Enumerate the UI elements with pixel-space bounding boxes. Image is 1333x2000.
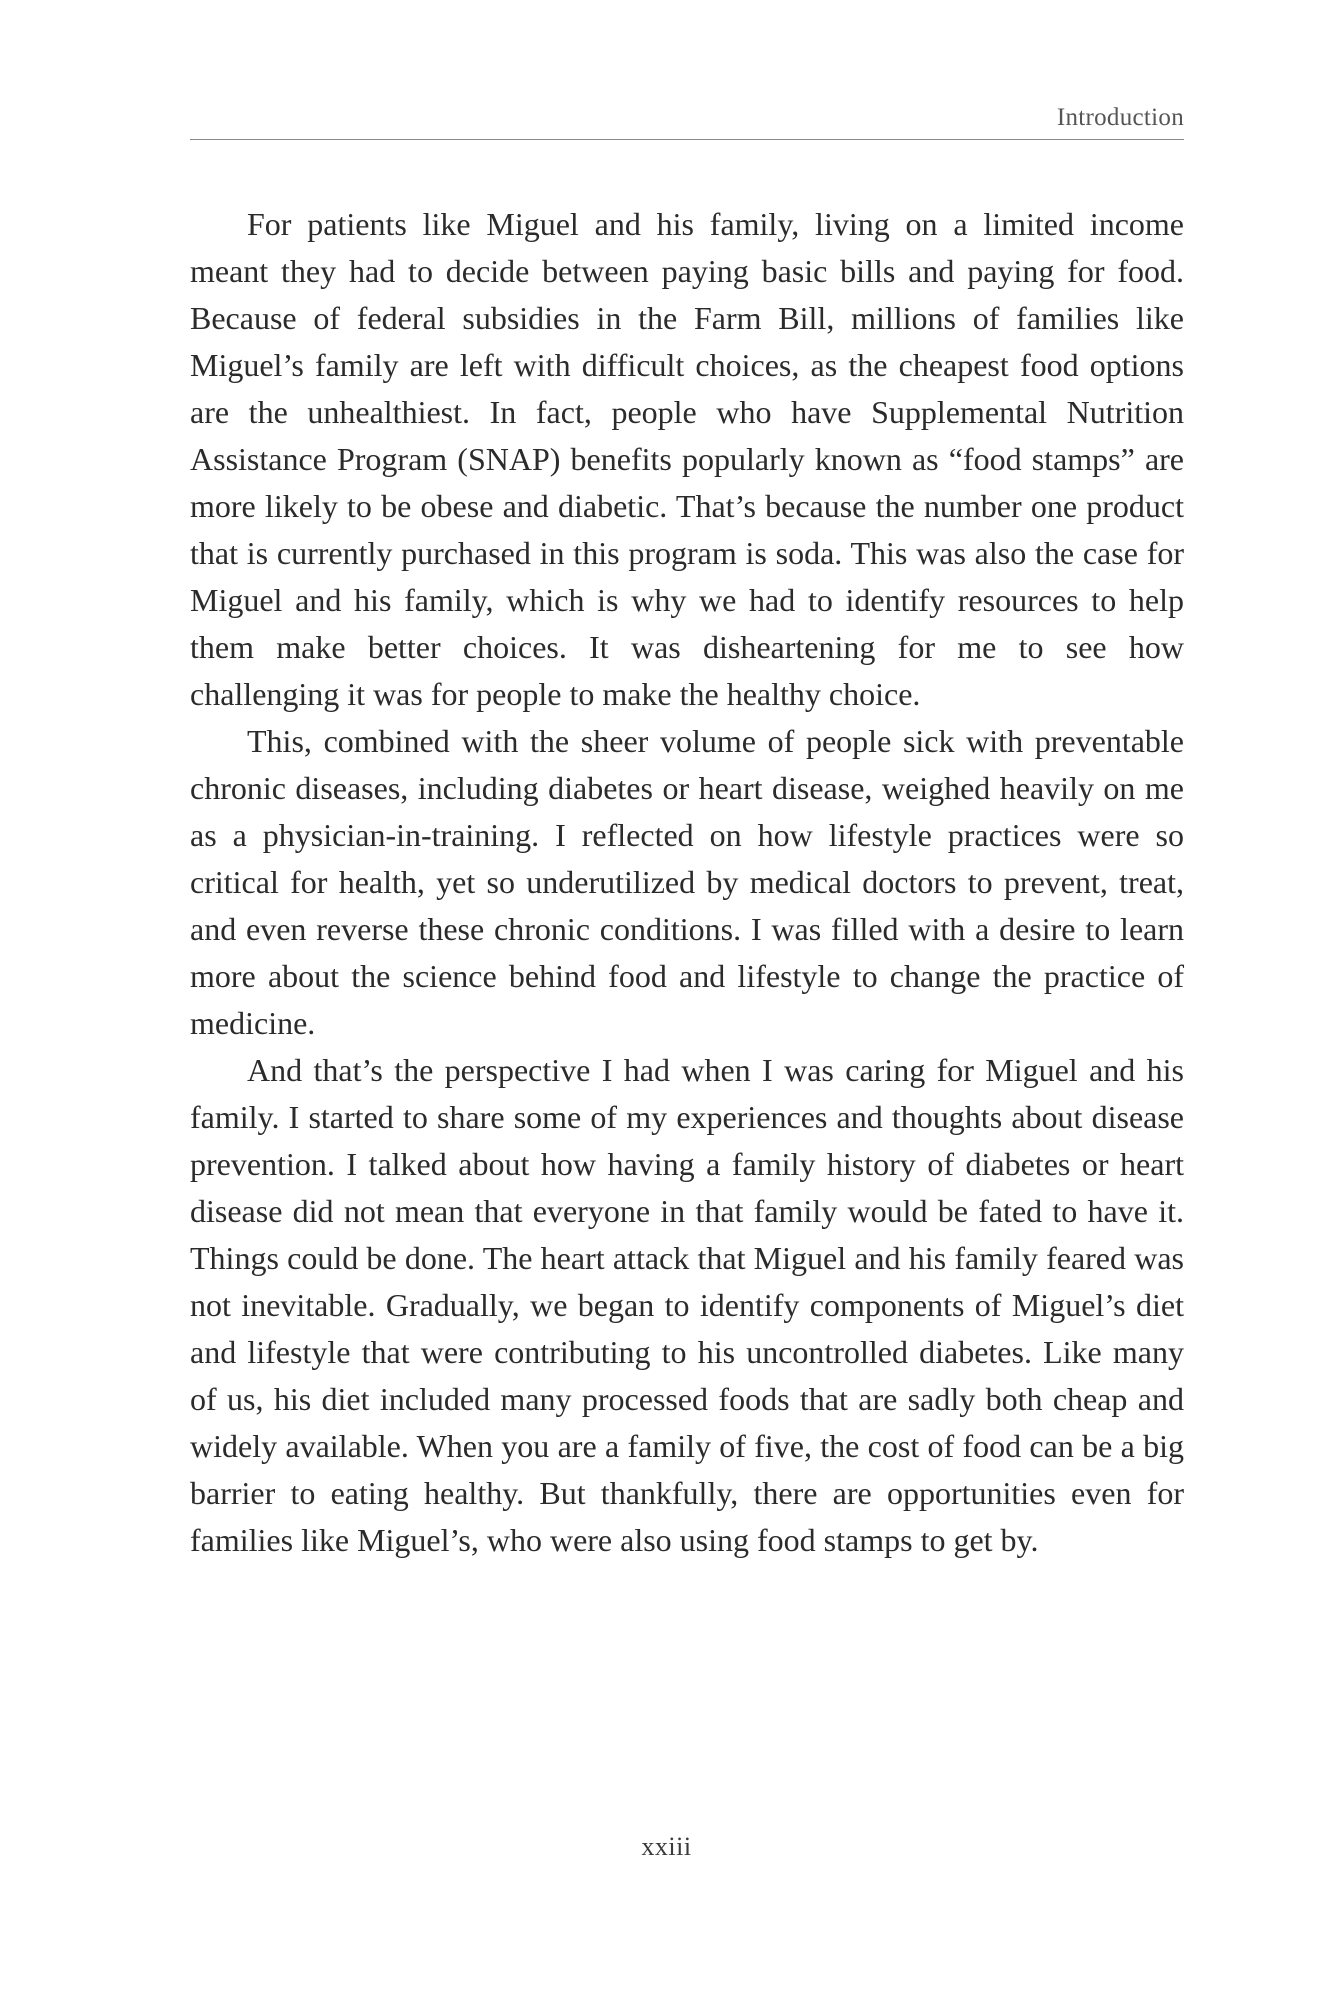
body-text [190,201,1184,1564]
paragraph-3: And that’s the perspective I had when I was caring for Miguel and his family. I started to share some of my experiences and thoughts about disease prevention. I talked about how having a family history of diabetes or heart disease did not mean that everyone in that family would be fated to have it. Things could be done. The heart attack that Miguel and his family feared was not inevitable. Gradually, we began to identify components of Miguel’s diet and lifestyle that were contributing to his uncontrolled diabetes. Like many of us, his diet included many processed foods that are sadly both cheap and widely available. When you are a family of five, the cost of food can be a big barrier to eating healthy. But thankfully, there are opportunities even for families like Miguel’s, who were also using food stamps to get by. [190,1052,1184,1558]
page-number: xxiii [641,1832,692,1861]
header-rule [190,139,1184,140]
paragraph-1: For patients like Miguel and his family, living on a limited income meant they had to decide between paying basic bills and paying for food. Because of federal subsidies in the Farm Bill, millions of families like Miguel’s family are left with difficult choices, as the cheapest food options are the unhealthiest. In fact, people who have Supplemental Nutrition Assistance Program (SNAP) benefits popularly known as “food stamps” are more likely to be obese and diabetic. That’s because the number one product that is currently purchased in this program is soda. This was also the case for Miguel and his family, which is why we had to identify resources to help them make better choices. It was disheartening for me to see how challenging it was for people to make the healthy choice. [190,206,1184,712]
paragraph-2: This, combined with the sheer volume of people sick with preventable chronic diseases, including diabetes or heart disease, weighed heavily on me as a physician-in-training. I reflected on how lifestyle practices were so critical for health, yet so underutilized by medical doctors to prevent, treat, and even reverse these chronic conditions. I was filled with a desire to learn more about the science behind food and lifestyle to change the practice of medicine. [190,723,1184,1041]
running-head-title: Introduction [1056,104,1184,131]
